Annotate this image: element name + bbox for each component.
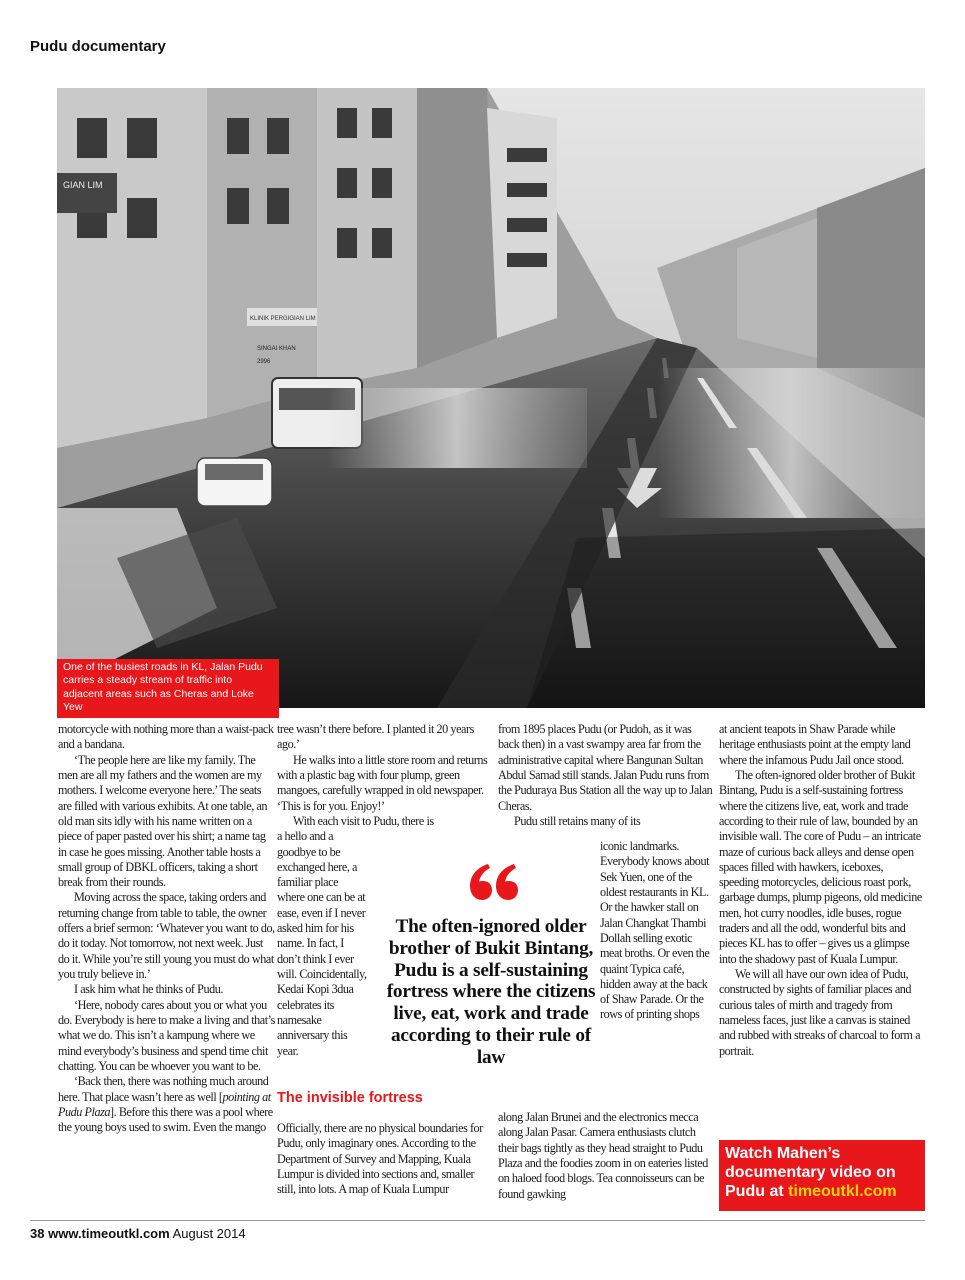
paragraph: ‘Here, nobody cares about you or what you do. Everybody is here to make a living and that’s what we do. This isn’t a kampung where we mind everybody’s business and spend time chit chatting. You can be whoever you want to be. [58, 997, 275, 1073]
page-number: 38 [30, 1226, 45, 1241]
paragraph: at ancient teapots in Shaw Parade while heritage enthusiasts point at the empty land where the infamous Pudu Jail once stood. [719, 722, 911, 767]
section-title: Pudu documentary [30, 38, 166, 55]
street-photo [57, 88, 925, 708]
photo-caption: One of the busiest roads in KL, Jalan Pudu carries a steady stream of traffic into adjacent areas such as Cheras and Loke Yew [57, 659, 279, 718]
footer-rule [30, 1220, 925, 1221]
page-footer [30, 1226, 246, 1241]
clinic-sign: KLINIK PERGIGIAN LIM [250, 316, 316, 322]
shop-sign-3: 2996 [257, 359, 271, 365]
promo-box[interactable] [719, 1140, 925, 1211]
paragraph-text: ‘Back then, there was nothing much around here. That place wasn’t here as well [58, 1074, 269, 1104]
article-column-3 [498, 722, 713, 829]
paragraph: ‘The people here are like my family. The men are all my fathers and the women are my mothers. I welcome everyone here.’ The seats are filled with various exhibits. At one table, an old man sits idly with his name written on a piece of paper pasted over his shirt; a name tag in case he goes missing. Another table hosts a small group of DBKL officers, taking a short break from their rounds. [58, 752, 268, 890]
paragraph: Officially, there are no physical boundaries for Pudu, only imaginary ones. According to the Department of Survey and Mapping, Kuala Lumpur is divided into sections and, smaller still, into lots. A map of Kuala Lumpur [277, 1121, 483, 1197]
street-photo-illustration [57, 88, 925, 708]
paragraph: Moving across the space, taking orders and returning change from table to table, the owner offers a brief sermon: ‘Whatever you want to do, do it today. Not tomorrow, not next week. Just do it. While you’re still young you must do what you truly believe in.’ [58, 890, 275, 981]
shop-sign-2: SINGAI KHAN [257, 346, 296, 352]
paragraph: He walks into a little store room and returns with a plastic bag with four plump, green mangoes, carefully wrapped in old newspaper. ‘This is for you. Enjoy!’ [277, 752, 488, 813]
paragraph: I ask him what he thinks of Pudu. [74, 982, 223, 997]
paragraph: tree wasn’t there before. I planted it 20 years ago.’ [277, 722, 474, 752]
aside-italic: pointing at Pudu Plaza [58, 1089, 271, 1119]
paragraph: a hello and a goodbye to be exchanged here, a familiar place where one can be at ease, even if I never asked him for his name. In fact, I don’t think I ever will. Coincidentally, Kedai Kopi 3dua celebrates its namesake anniversary this year. [277, 829, 367, 1058]
article-column-3-narrow [600, 839, 715, 1023]
article-column-1 [58, 722, 276, 1135]
article-column-2-continued [277, 1121, 492, 1198]
section-subhead: The invisible fortress [277, 1090, 423, 1106]
paragraph: ‘Back then, there was nothing much around here. That place wasn’t here as well [pointing at Pudu Plaza]. Before this there was a pool where the young boys used to swim. Even the mango [58, 1074, 273, 1135]
paragraph: iconic landmarks. Everybody knows about Sek Yuen, one of the oldest restaurants in KL. Or the hawker stall on Jalan Changkat Thambi Dollah selling exotic meat broths. Or even the quaint Typica café, hidden away at the back of Shaw Parade. Or the rows of printing shops [600, 839, 710, 1022]
pull-quote: The often-ignored older brother of Bukit Bintang, Pudu is a self-sustaining fortress where the citizens live, eat, work and trade according to their rule of law [386, 916, 596, 1068]
promo-link[interactable]: timeoutkl.com [788, 1183, 897, 1201]
paragraph: We will all have our own idea of Pudu, constructed by sights of familiar places and curious tales of mirth and tragedy from nameless faces, just like a canvas is stained and rubbed with streaks of charcoal to form a portrait. [719, 967, 921, 1058]
site-url: www.timeoutkl.com [48, 1226, 170, 1241]
paragraph: Pudu still retains many of its [514, 813, 641, 828]
promo-text: Watch Mahen’s documentary video on Pudu at [725, 1145, 896, 1201]
paragraph: along Jalan Brunei and the electronics mecca along Jalan Pasar. Camera enthusiasts clutch their bags tightly as they head straight to Pudu Plaza and the foodies zoom in on eateries listed on haloed food blogs. Tea connoisseurs can be found gawking [498, 1110, 708, 1201]
paragraph: With each visit to Pudu, there is [293, 813, 434, 828]
paragraph: The often-ignored older brother of Bukit Bintang, Pudu is a self-sustaining fortress where the citizens live, eat, work and trade according to their rule of law, bounded by an invisible wall. The core of Pudu – an intricate maze of curious back alleys and dense open spaces filled with hawkers, iceboxes, speeding motorcycles, delicious roast pork, garbage dumps, plump pigeons, old medicine men, hot curry noodles, idle buses, rogue traders and all the odd, wonderful bits and pieces KL has to offer – gives us a glimpse into the shadowy past of Kuala Lumpur. [719, 767, 922, 966]
paragraph: from 1895 places Pudu (or Pudoh, as it was back then) in a vast swampy area far from the administrative capital where Bangunan Sultan Abdul Samad still stands. Jalan Pudu runs from the Puduraya Bus Station all the way up to Jalan Cheras. [498, 722, 713, 813]
quote-mark-icon [466, 858, 518, 910]
article-column-3-continued [498, 1110, 713, 1202]
shop-sign: GIAN LIM [63, 180, 103, 190]
paragraph: motorcycle with nothing more than a waist-pack and a bandana. [58, 722, 274, 752]
issue-date: August 2014 [172, 1226, 246, 1241]
paragraph-text: . Before this there was a pool where the young boys used to swim. Even the mango [58, 1104, 273, 1135]
article-column-4 [719, 722, 925, 1059]
